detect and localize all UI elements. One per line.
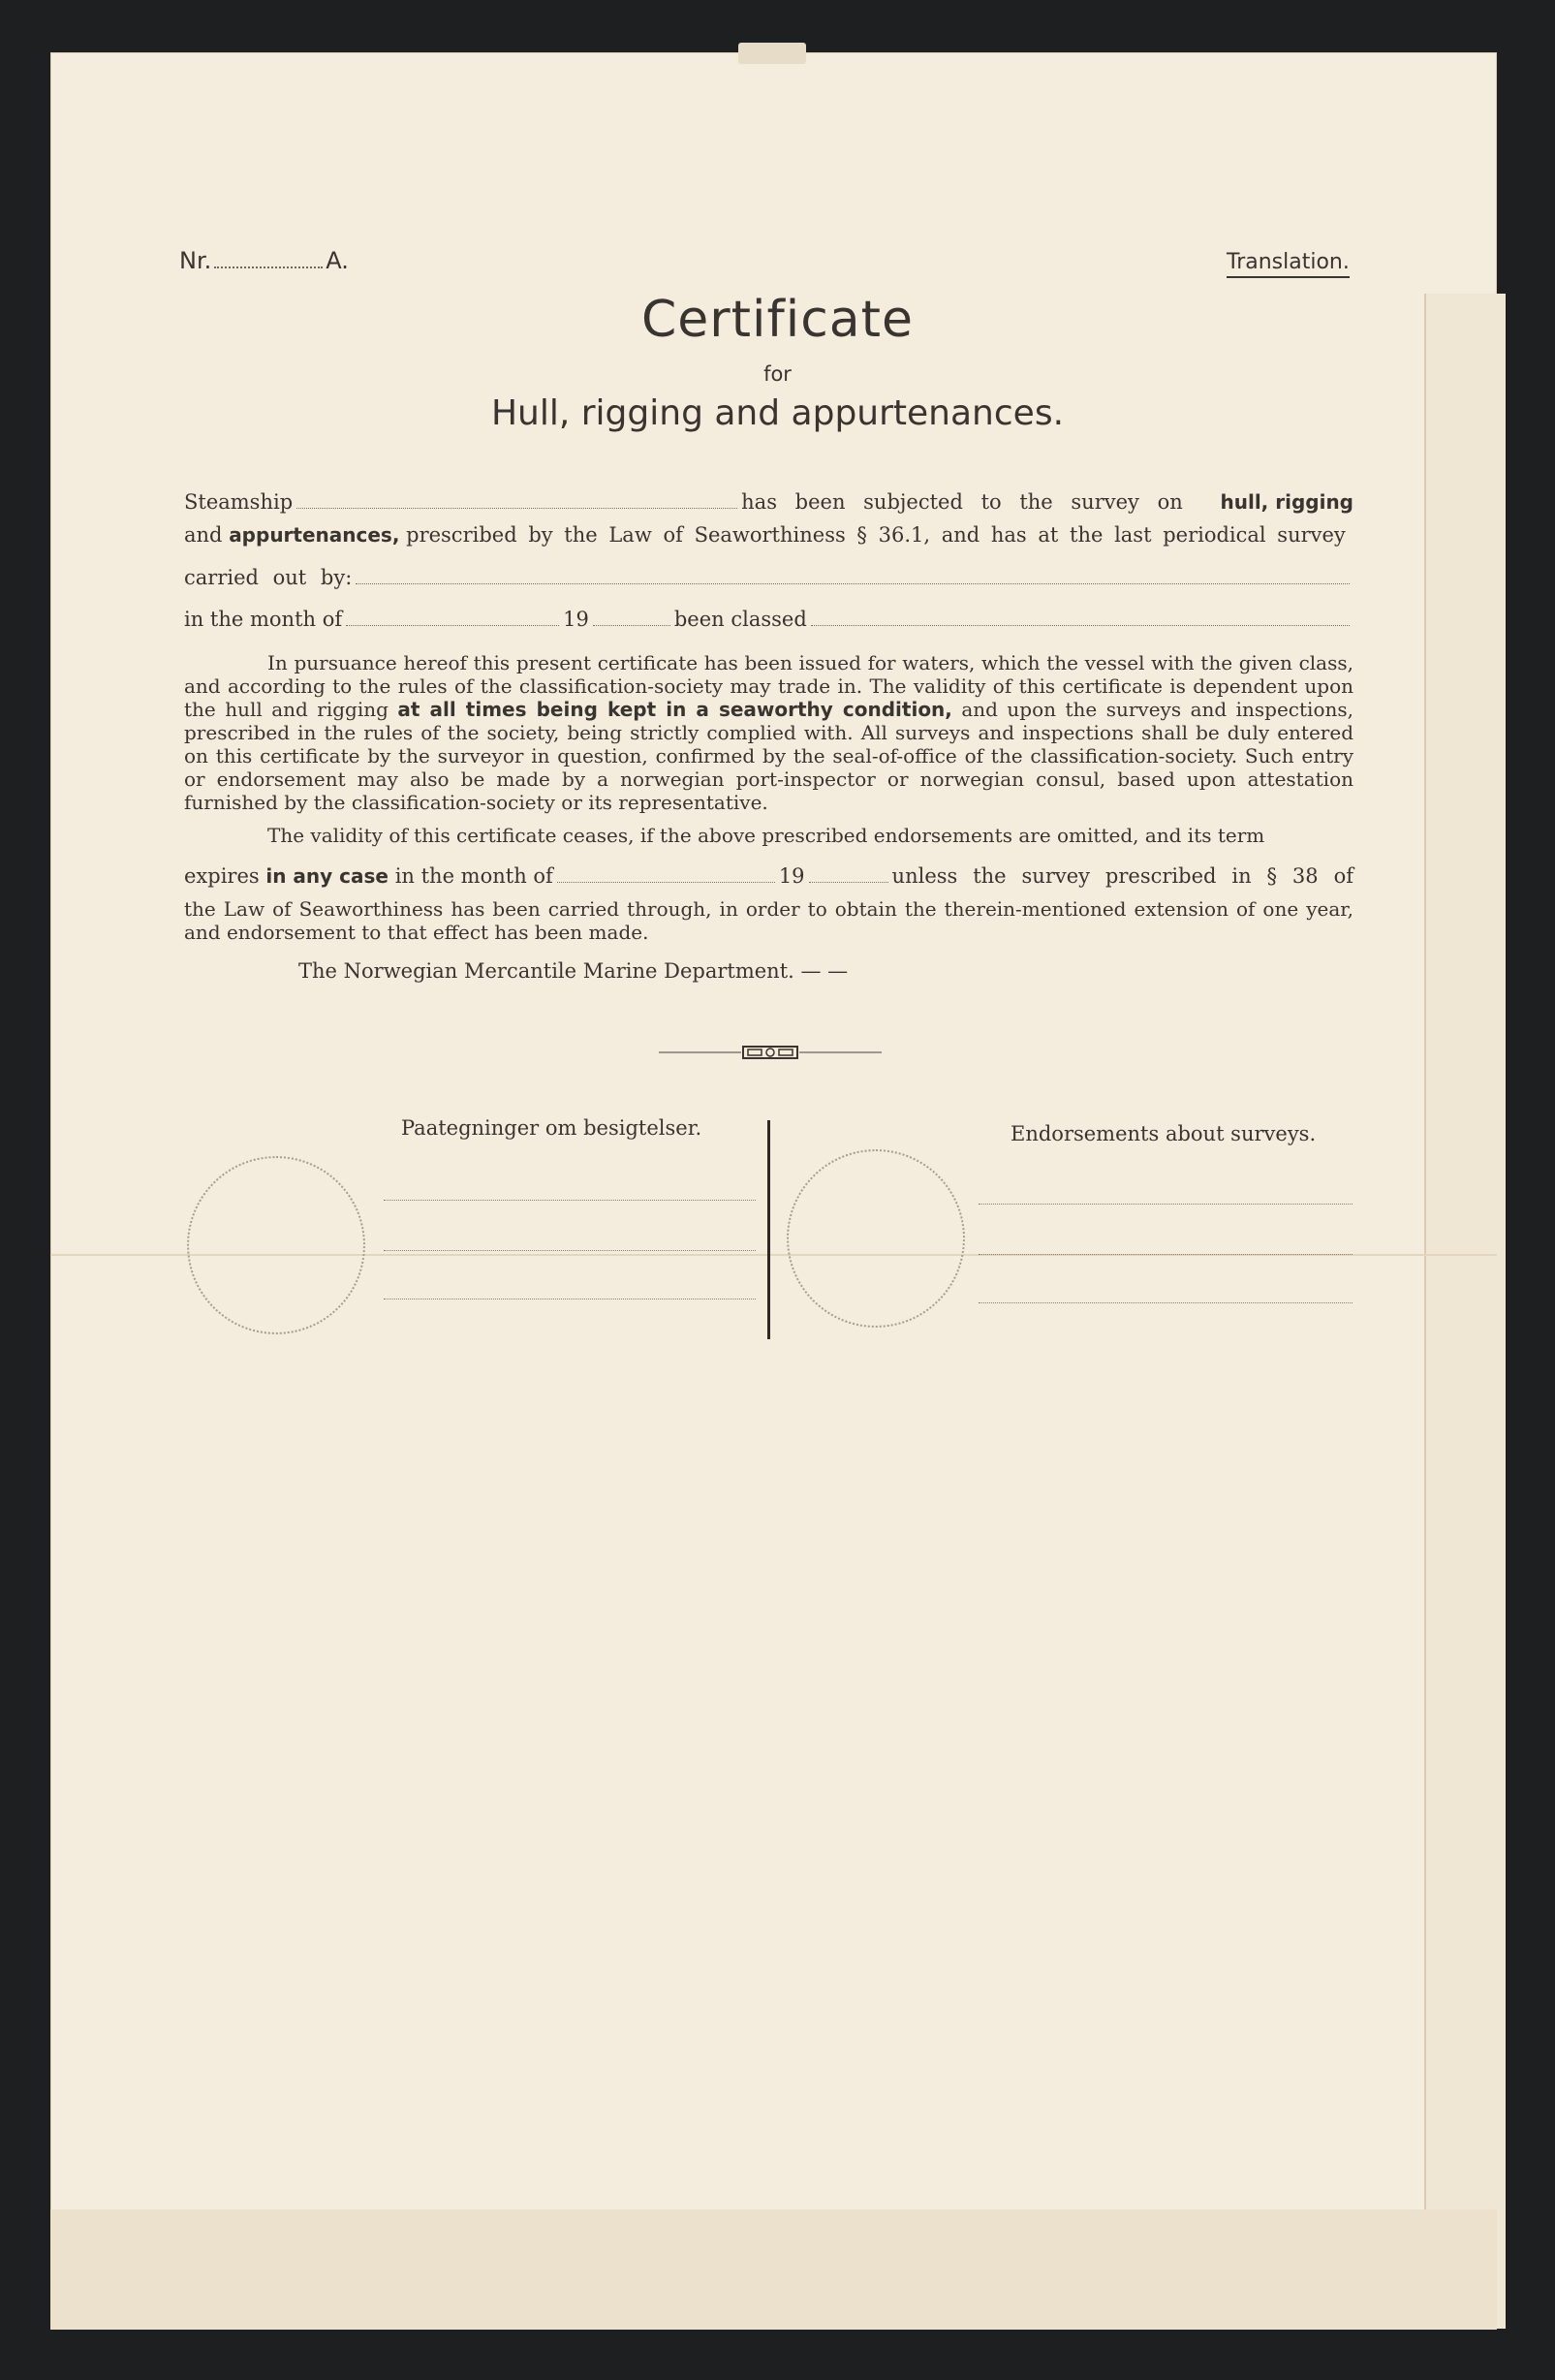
expires-label: expires: [184, 864, 260, 888]
month-classed-line: [184, 608, 1353, 631]
carried-out-blank: [356, 582, 1350, 584]
classed-blank: [811, 624, 1350, 626]
and-label: and: [184, 523, 223, 547]
ornament-divider: [659, 1043, 882, 1062]
underlying-page-edge: [1424, 294, 1506, 2329]
page-subtitle: Hull, rigging and appurtenances.: [490, 393, 1065, 433]
carried-out-line: [184, 566, 1353, 589]
page-title: Certificate: [640, 291, 915, 349]
right-signature-line-1: [979, 1204, 1353, 1205]
year-prefix: 19: [563, 608, 589, 631]
nr-suffix: A.: [326, 247, 349, 274]
left-signature-line-2: [384, 1250, 756, 1251]
column-divider: [767, 1120, 770, 1339]
left-signature-line-3: [384, 1299, 756, 1300]
hull-rigging-text: hull, rigging: [1220, 490, 1353, 514]
left-signature-line-1: [384, 1200, 756, 1201]
department-signature: The Norwegian Mercantile Marine Department. — —: [298, 959, 849, 983]
appurtenances-line: [184, 523, 1353, 547]
translation-label: Translation.: [1227, 250, 1350, 278]
steamship-line: [184, 490, 1353, 514]
law-paragraph: the Law of Seaworthiness has been carried through, in order to obtain the therein-mentioned extension of one year, and endorsement to that effect has been made.: [184, 897, 1353, 944]
right-signature-line-2: [979, 1254, 1353, 1255]
ceases-paragraph: The validity of this certificate ceases, if the above prescribed endorsements are omitted, and its term: [267, 824, 1265, 847]
any-case-text: in any case: [265, 864, 389, 888]
carried-out-label: carried out by:: [184, 566, 353, 589]
validity-paragraph: [184, 651, 1353, 814]
seal-circle-left: [187, 1156, 365, 1334]
seaworthy-condition-text: at all times being kept in a seaworthy condition,: [397, 698, 952, 721]
for-label: for: [763, 362, 792, 386]
steamship-label: Steamship: [184, 490, 294, 514]
year-blank: [593, 624, 670, 626]
paper-tab: [738, 43, 806, 64]
prescribed-text: prescribed by the Law of Seaworthiness § 36.1, and has at the last periodical survey: [406, 523, 1346, 547]
expires-year-blank: [809, 881, 888, 883]
expires-year-prefix: 19: [778, 864, 805, 888]
nr-blank: [214, 266, 323, 268]
right-signature-line-3: [979, 1302, 1353, 1303]
steamship-blank: [296, 507, 737, 509]
subjected-text: has been subjected to the survey on: [741, 490, 1183, 514]
appurtenances-text: appurtenances,: [229, 523, 400, 547]
expires-line: [184, 864, 1353, 888]
validity-text-1: In pursuance hereof this present certificate has been issued for waters, which the vessel with the given class, and according to the rules of the classification-society may trade in. The validity of this certificate is dependent upon the hull and rigging: [184, 651, 1353, 721]
validity-text-2: and upon the surveys and inspections, prescribed in the rules of the society, being strictly complied with. All surveys and inspections shall be duly entered on this certificate by the surveyor in question, confirmed by the seal-of-office of the classification-society. Such entry or endorsement may also be made by a norwegian port-inspector or norwegian consul, based upon attestation furnished by the classification-society or its representative.: [184, 698, 1353, 814]
right-endorsements-title: Endorsements about surveys.: [1011, 1122, 1317, 1145]
subjected-text-wrap: [741, 490, 1353, 514]
month-blank: [346, 624, 559, 626]
classed-label: been classed: [673, 608, 807, 631]
expires-month-label: in the month of: [394, 864, 553, 888]
nr-label: Nr.: [179, 247, 212, 274]
bottom-shadow-band: [50, 2209, 1497, 2330]
expires-month-blank: [557, 881, 775, 883]
month-label: in the month of: [184, 608, 343, 631]
certificate-number: [179, 247, 349, 274]
unless-text: unless the survey prescribed in § 38 of: [891, 864, 1353, 888]
seal-circle-right: [787, 1149, 965, 1328]
left-endorsements-title: Paategninger om besigtelser.: [401, 1116, 702, 1140]
